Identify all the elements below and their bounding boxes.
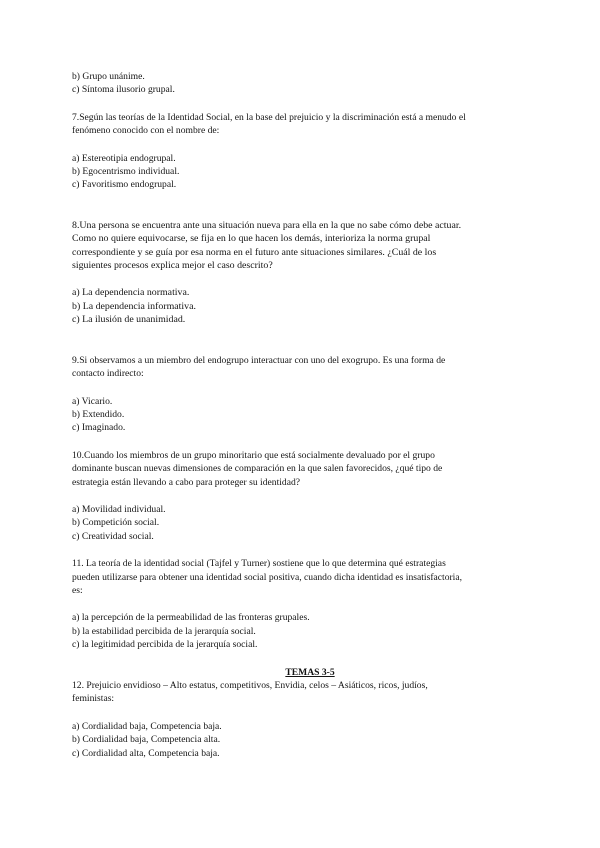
q6-options xyxy=(72,70,532,97)
option-a: a) Estereotipia endogrupal. xyxy=(72,152,176,164)
question-text-line: 11. La teoría de la identidad social (Tajfel y Turner) sostiene que lo que determina qué estrategias xyxy=(72,558,446,570)
question-text-line: siguientes procesos explica mejor el caso descrito? xyxy=(72,260,273,272)
option-b: b) Cordialidad baja, Competencia alta. xyxy=(72,734,221,746)
option-c: c) Favoritismo endogrupal. xyxy=(72,179,177,191)
question-8 xyxy=(72,219,532,327)
question-text-line: contacto indirecto: xyxy=(72,368,144,380)
question-text-line: 10.Cuando los miembros de un grupo minoritario que está socialmente devaluado por el grupo xyxy=(72,449,435,461)
question-text-line: fenómeno conocido con el nombre de: xyxy=(72,125,220,137)
question-text-line: 12. Prejuicio envidioso – Alto estatus, competitivos, Envidia, celos – Asiáticos, ricos, judíos, xyxy=(72,680,428,691)
question-11 xyxy=(72,557,532,651)
section-heading: TEMAS 3-5 xyxy=(285,666,335,678)
question-text-line: es: xyxy=(72,584,83,596)
option-a: a) la percepción de la permeabilidad de las fronteras grupales. xyxy=(72,612,310,624)
option-a: a) La dependencia normativa. xyxy=(72,287,190,299)
option-a: a) Movilidad individual. xyxy=(72,503,166,515)
option-b: b) Extendido. xyxy=(72,408,125,420)
question-text-line: feministas: xyxy=(72,693,115,705)
question-text-line: dominante buscan nuevas dimensiones de comparación en la que salen favorecidos, ¿qué tipo de xyxy=(72,463,443,475)
question-text-line: correspondiente y se guía por esa norma en el futuro ante situaciones similares. ¿Cuál de los xyxy=(72,246,437,258)
question-text-line: pueden utilizarse para obtener una identidad social positiva, cuando dicha identidad es insatisfactoria, xyxy=(72,571,463,583)
option-c: c) Creatividad social. xyxy=(72,530,154,542)
document-page xyxy=(72,70,532,760)
option-c: c) Cordialidad alta, Competencia baja. xyxy=(72,747,220,759)
question-text-line: 9.Si observamos a un miembro del endogrupo interactuar con uno del exogrupo. Es una forma de xyxy=(72,354,446,366)
option-a: a) Cordialidad baja, Competencia baja. xyxy=(72,720,222,732)
option-b: b) la estabilidad percibida de la jerarquía social. xyxy=(72,625,256,637)
option-b: b) La dependencia informativa. xyxy=(72,300,196,312)
option-b: b) Competición social. xyxy=(72,517,160,529)
option-c: c) Síntoma ilusorio grupal. xyxy=(72,84,175,96)
question-text-line: estrategia están llevando a cabo para proteger su identidad? xyxy=(72,476,301,488)
question-9 xyxy=(72,354,532,435)
option-b: b) Egocentrismo individual. xyxy=(72,166,180,178)
question-10 xyxy=(72,449,532,543)
option-c: c) Imaginado. xyxy=(72,422,126,434)
question-text-line: Como no quiere equivocarse, se fija en lo que hacen los demás, interioriza la norma grupal xyxy=(72,233,431,245)
question-12 xyxy=(72,679,532,760)
question-text-line: 8.Una persona se encuentra ante una situación nueva para ella en la que no sabe cómo debe actuar. xyxy=(72,219,462,231)
option-b: b) Grupo unánime. xyxy=(72,71,145,82)
question-text-line: 7.Según las teorías de la Identidad Social, en la base del prejuicio y la discriminación está a menudo el xyxy=(72,111,466,123)
option-c: c) la legitimidad percibida de la jerarquía social. xyxy=(72,639,258,651)
question-7 xyxy=(72,111,532,192)
option-a: a) Vicario. xyxy=(72,395,113,407)
option-c: c) La ilusión de unanimidad. xyxy=(72,314,186,326)
